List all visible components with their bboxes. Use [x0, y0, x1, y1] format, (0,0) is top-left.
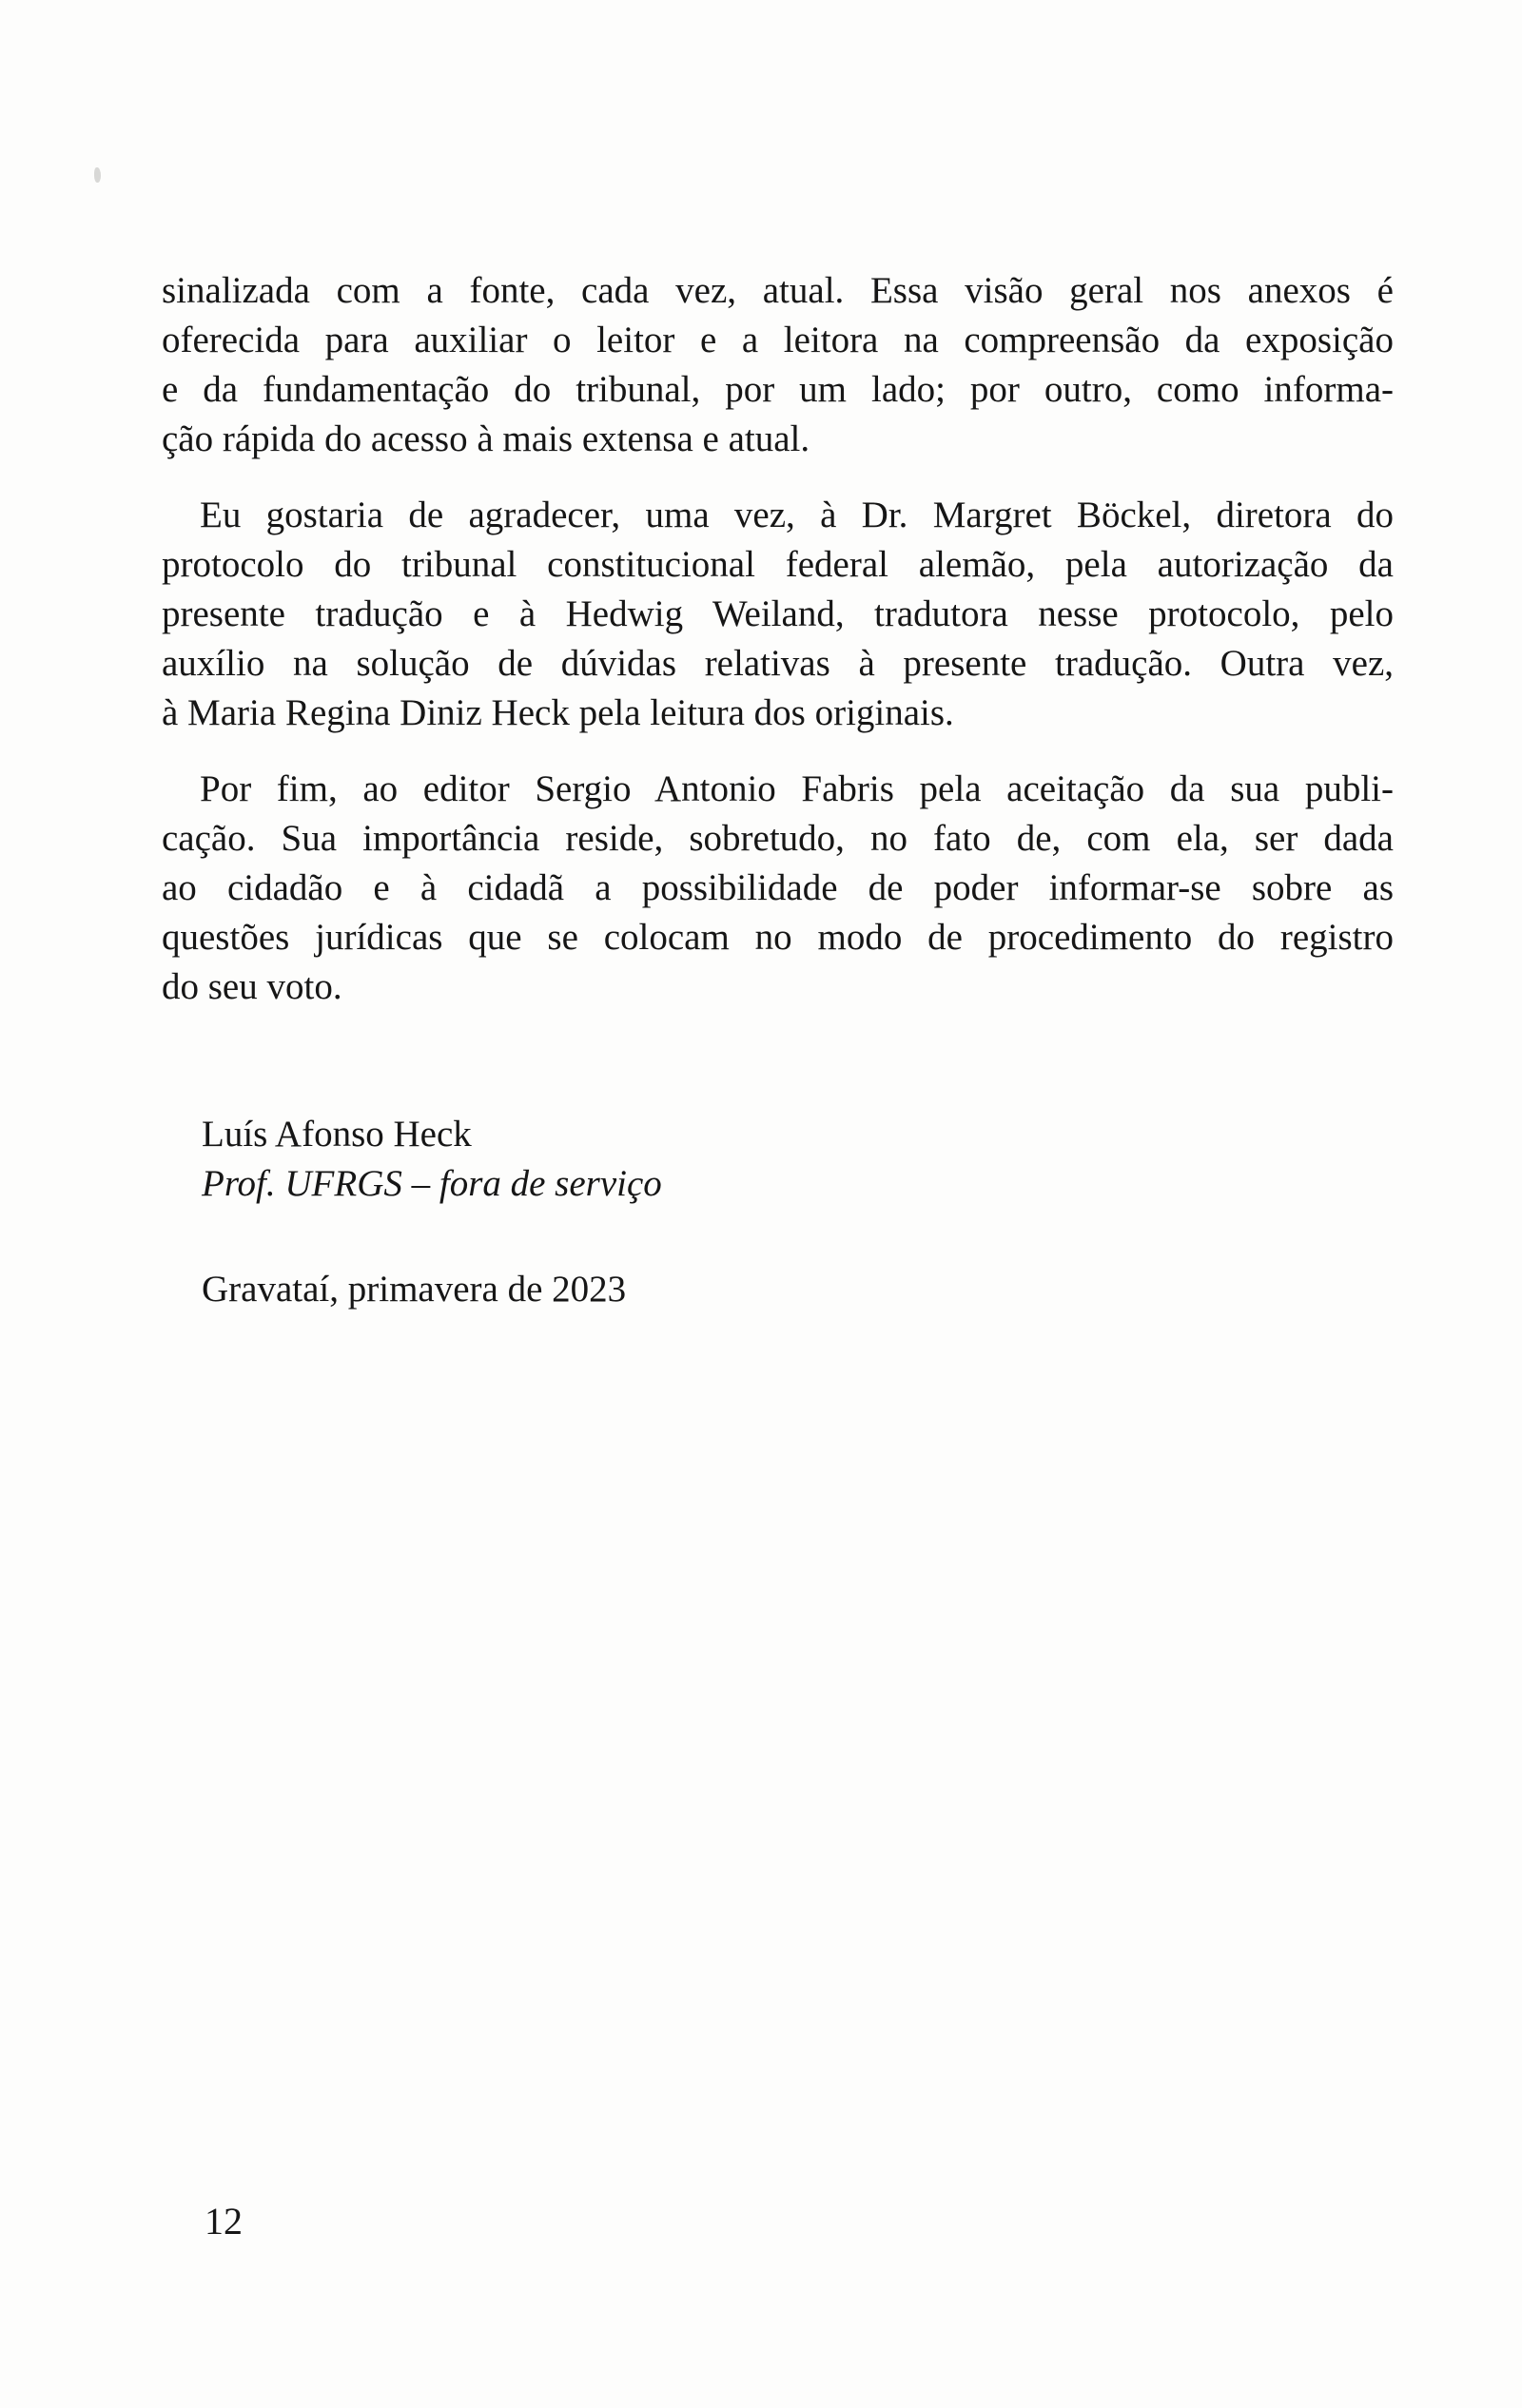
paragraph-2 [162, 491, 1394, 738]
text-line: do seu voto. [162, 966, 342, 1007]
page-text [162, 266, 1394, 1314]
paragraph-3 [162, 765, 1394, 1012]
page-number: 12 [205, 2200, 243, 2243]
text-line: à Maria Regina Diniz Heck pela leitura dos originais. [162, 692, 954, 733]
text-line: Por fim, ao editor Sergio Antonio Fabris pela aceitação da sua publi- [200, 768, 1394, 809]
text-line: ao cidadão e à cidadã a possibilidade de poder informar-se sobre as [162, 867, 1394, 908]
scan-artifact [94, 167, 101, 183]
text-line: presente tradução e à Hedwig Weiland, tradutora nesse protocolo, pelo [162, 593, 1394, 634]
dateline: Gravataí, primavera de 2023 [202, 1269, 627, 1310]
paragraph-1 [162, 266, 1394, 464]
signature-block [162, 1110, 1394, 1209]
signature-name: Luís Afonso Heck [202, 1114, 472, 1155]
signature-role: Prof. UFRGS – fora de serviço [202, 1163, 662, 1204]
text-line: questões jurídicas que se colocam no modo de procedimento do registro [162, 917, 1394, 958]
text-line: sinalizada com a fonte, cada vez, atual. Essa visão geral nos anexos é [162, 270, 1394, 311]
text-line: protocolo do tribunal constitucional federal alemão, pela autorização da [162, 544, 1394, 585]
text-line: cação. Sua importância reside, sobretudo, no fato de, com ela, ser dada [162, 818, 1394, 859]
text-line: ção rápida do acesso à mais extensa e atual. [162, 418, 810, 459]
text-line: Eu gostaria de agradecer, uma vez, à Dr. Margret Böckel, diretora do [200, 495, 1394, 535]
text-line: auxílio na solução de dúvidas relativas à presente tradução. Outra vez, [162, 643, 1394, 684]
text-line: e da fundamentação do tribunal, por um lado; por outro, como informa- [162, 369, 1394, 410]
text-line: oferecida para auxiliar o leitor e a leitora na compreensão da exposição [162, 320, 1394, 360]
